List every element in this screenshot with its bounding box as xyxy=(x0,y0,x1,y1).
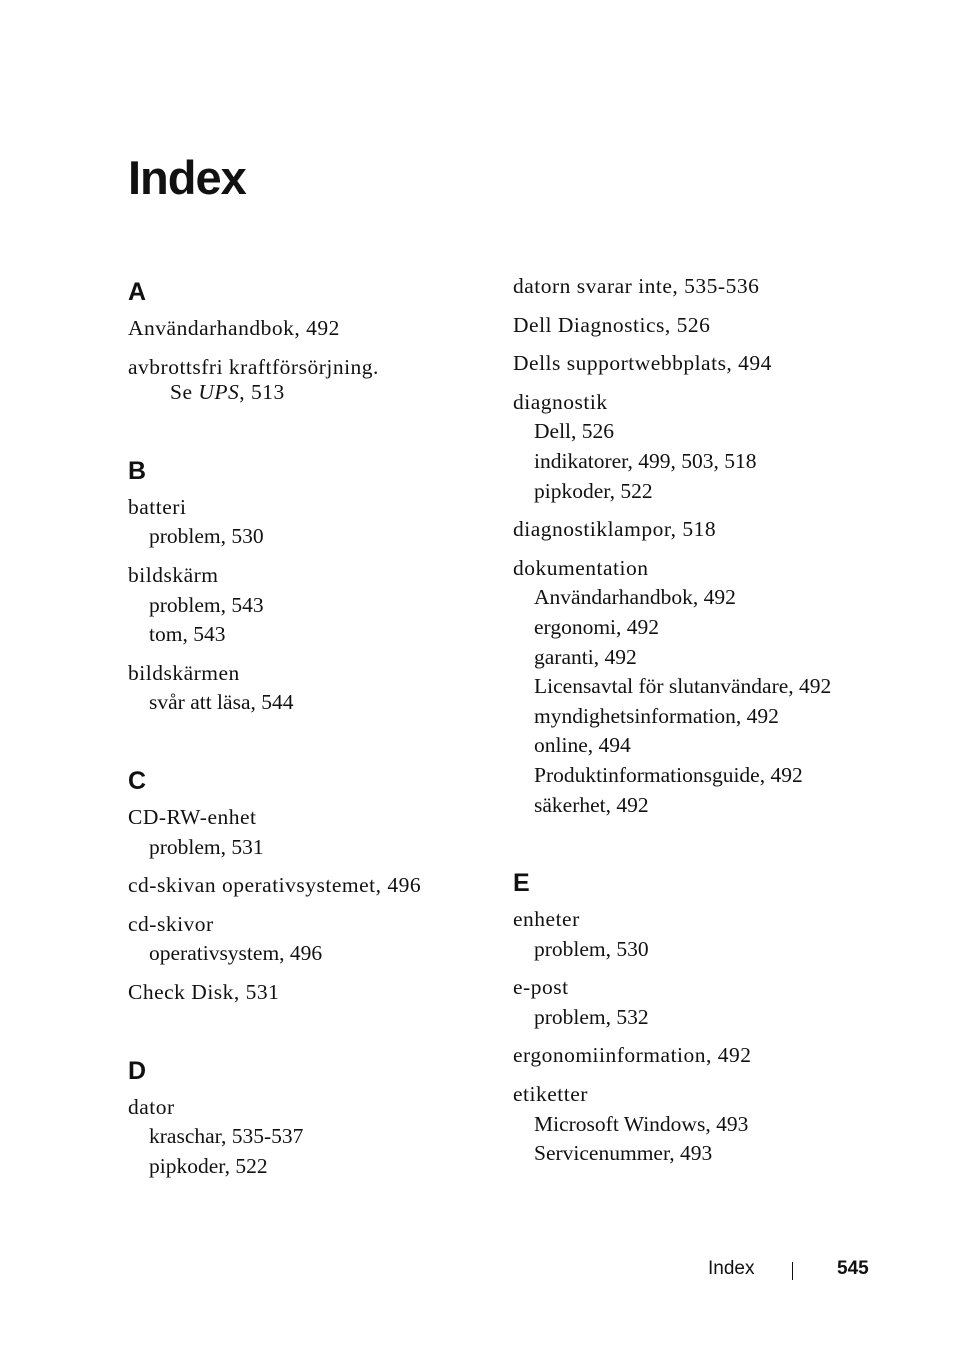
index-column-right xyxy=(513,272,933,1178)
cross-reference xyxy=(128,378,488,408)
index-term: dokumentation xyxy=(513,555,649,580)
index-term: cd-skivan operativsystemet, 496 xyxy=(128,873,422,898)
index-column-left xyxy=(128,272,488,1190)
index-subentry: Licensavtal för slutanvändare, 492 xyxy=(534,674,832,699)
section-letter-heading: E xyxy=(513,869,530,898)
index-subentry: ergonomi, 492 xyxy=(534,614,660,639)
index-term: ergonomiinformation, 492 xyxy=(513,1043,752,1068)
index-entry xyxy=(513,973,933,1032)
index-subentry: Produktinformationsguide, 492 xyxy=(534,762,803,787)
index-section xyxy=(128,1051,488,1182)
index-subentry: indikatorer, 499, 503, 518 xyxy=(534,448,757,473)
index-entry xyxy=(513,515,933,545)
cross-reference-prefix: Se xyxy=(170,380,199,405)
index-subentry: kraschar, 535-537 xyxy=(149,1124,304,1149)
index-entry xyxy=(513,1041,933,1071)
footer-section-label: Index xyxy=(708,1258,755,1279)
index-subentry: online, 494 xyxy=(534,733,631,758)
index-term: bildskärmen xyxy=(128,660,240,685)
index-entry xyxy=(128,871,488,901)
index-entry xyxy=(513,272,933,302)
index-term: diagnostiklampor, 518 xyxy=(513,517,717,542)
index-subentry: myndighetsinformation, 492 xyxy=(534,703,779,728)
page-footer xyxy=(0,1254,954,1284)
index-entry xyxy=(128,978,488,1008)
footer-divider xyxy=(792,1262,793,1280)
section-letter-heading: D xyxy=(128,1056,147,1085)
index-subentry: problem, 530 xyxy=(149,524,264,549)
index-subentry: Dell, 526 xyxy=(534,419,615,444)
index-term: diagnostik xyxy=(513,389,608,414)
index-term: etiketter xyxy=(513,1082,588,1107)
index-term: Dells supportwebbplats, 494 xyxy=(513,351,772,376)
section-letter-heading: A xyxy=(128,278,147,306)
index-subentry: säkerhet, 492 xyxy=(534,792,649,817)
index-entry xyxy=(513,311,933,341)
index-entry xyxy=(513,554,933,820)
section-letter-heading: B xyxy=(128,456,147,485)
index-subentry: Servicenummer, 493 xyxy=(534,1141,713,1166)
index-section xyxy=(128,761,488,1008)
section-letter-heading: C xyxy=(128,766,147,795)
footer-page-number: 545 xyxy=(837,1258,869,1279)
index-subentry: problem, 531 xyxy=(149,834,264,859)
index-subentry: problem, 543 xyxy=(149,592,264,617)
index-entry xyxy=(513,388,933,506)
index-entry xyxy=(128,910,488,969)
index-entry xyxy=(128,493,488,552)
index-section xyxy=(128,451,488,718)
index-entry xyxy=(128,659,488,718)
index-subentry: pipkoder, 522 xyxy=(534,478,653,503)
index-subentry: tom, 543 xyxy=(149,622,226,647)
index-entry xyxy=(513,349,933,379)
index-entry xyxy=(128,314,488,344)
index-entry xyxy=(513,1080,933,1169)
index-term: dator xyxy=(128,1094,175,1119)
index-subentry: Användarhandbok, 492 xyxy=(534,585,736,610)
index-section xyxy=(128,272,488,408)
index-term: avbrottsfri kraftförsörjning. xyxy=(128,354,379,379)
index-term: Check Disk, 531 xyxy=(128,979,280,1004)
index-subentry: problem, 530 xyxy=(534,936,649,961)
index-term: e-post xyxy=(513,975,569,1000)
index-entry xyxy=(128,1093,488,1182)
index-subentry: garanti, 492 xyxy=(534,644,637,669)
index-section xyxy=(513,272,933,820)
index-term: Dell Diagnostics, 526 xyxy=(513,312,711,337)
index-entry xyxy=(128,803,488,862)
index-subentry: svår att läsa, 544 xyxy=(149,690,294,715)
page-title: Index xyxy=(128,151,246,204)
index-subentry: Microsoft Windows, 493 xyxy=(534,1111,749,1136)
index-subentry: operativsystem, 496 xyxy=(149,941,323,966)
index-term: bildskärm xyxy=(128,562,219,587)
index-subentry: pipkoder, 522 xyxy=(149,1153,268,1178)
index-term: cd-skivor xyxy=(128,911,214,936)
index-term: datorn svarar inte, 535-536 xyxy=(513,274,760,298)
index-term: enheter xyxy=(513,907,580,932)
index-entry xyxy=(128,561,488,650)
cross-reference-page: , 513 xyxy=(239,380,285,405)
index-entry xyxy=(513,905,933,964)
index-subentry: problem, 532 xyxy=(534,1004,649,1029)
index-term: Användarhandbok, 492 xyxy=(128,316,340,340)
cross-reference-target: UPS xyxy=(198,380,240,405)
index-section xyxy=(513,863,933,1169)
index-term: batteri xyxy=(128,494,187,519)
index-entry xyxy=(128,353,488,408)
index-term: CD-RW-enhet xyxy=(128,804,257,829)
